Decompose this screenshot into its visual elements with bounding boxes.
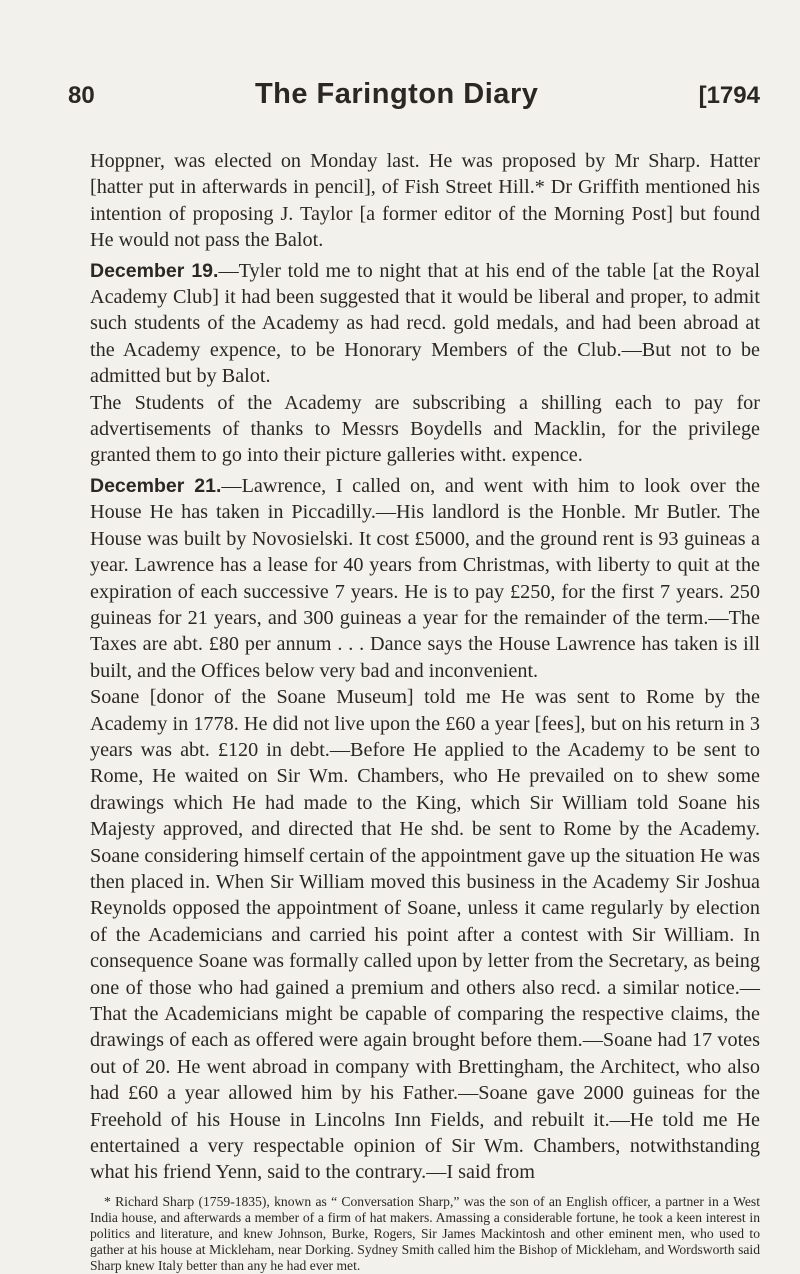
- running-header: [68, 78, 760, 118]
- entry-date: December 19.: [90, 259, 219, 282]
- entry-date: December 21.: [90, 474, 222, 497]
- paragraph-1: Hoppner, was elected on Monday last. He was proposed by Mr Sharp. Hatter [hatter put in afterwards in pencil], of Fish Street Hill.* Dr Griffith mentioned his intention of proposing J. Taylor [a former editor of the Morning Post] but found He would not pass the Balot.: [90, 150, 760, 252]
- entry-text: —Tyler told me to night that at his end of the table [at the Royal Academy Club] it had been suggested that it would be liberal and proper, to admit such students of the Academy as had recd. gold medals, and had been abroad at the Academy expence, to be Honorary Members of the Club.—But not to be admitted but by Balot.: [90, 259, 760, 388]
- book-page: [68, 78, 760, 1274]
- footnote: [90, 1194, 760, 1274]
- running-year: [1794: [698, 82, 760, 109]
- entry-text: —Lawrence, I called on, and went with him to look over the House He has taken in Piccadilly.—His landlord is the Honble. Mr Butler. The House was built by Novosielski. It cost £5000, and the ground rent is 93 guineas a year. Lawrence has a lease for 40 years from Christmas, with liberty to quit at the expiration of each successive 7 years. He is to pay £250, for the first 7 years. 250 guineas for 21 years, and 300 guineas a year for the remainder of the term.—The Taxes are abt. £80 per annum . . . Dance says the House Lawrence has taken is ill built, and the Offices below very bad and inconvenient.: [90, 474, 760, 682]
- running-title: The Farington Diary: [254, 78, 539, 110]
- page-number: 80: [68, 82, 95, 109]
- entry-december-21: [90, 473, 760, 684]
- entry-december-19: [90, 258, 760, 390]
- paragraph-5: Soane [donor of the Soane Museum] told me He was sent to Rome by the Academy in 1778. He did not live upon the £60 a year [fees], but on his return in 3 years was abt. £120 in debt.—Before He applied to the Academy to be sent to Rome, He waited on Sir Wm. Chambers, who He prevailed on to shew some drawings which He had made to the King, which Sir William told Soane his Majesty approved, and directed that He shd. be sent to Rome by the Academy. Soane considering himself certain of the appointment gave up the situation He was then placed in. When Sir William moved this business in the Academy Sir Joshua Reynolds opposed the appointment of Soane, unless it came regularly by election of the Academicians and carried his point after a contest with Sir William. In consequence Soane was formally called upon by letter from the Secretary, as being one of those who had gained a premium and others also recd. a similar notice.—That the Academicians might be capable of comparing the respective claims, the drawings of each as offered were again brought before them.—Soane had 17 votes out of 20. He went abroad in company with Brettingham, the Architect, who also had £60 a year allowed him by his Father.—Soane gave 2000 guineas for the Freehold of his House in Lincolns Inn Fields, and rebuilt it.—He told me He entertained a very respectable opinion of Sir Wm. Chambers, notwithstanding what his friend Yenn, said to the contrary.—I said from: [90, 686, 760, 1184]
- page-body: [90, 148, 760, 1186]
- footnote-text: * Richard Sharp (1759-1835), known as “ Conversation Sharp,” was the son of an English officer, a partner in a West India house, and afterwards a member of a firm of hat makers. Amassing a considerable fortune, he took a keen interest in politics and literature, and knew Johnson, Burke, Rogers, Sir James Mackintosh and other eminent men, who used to gather at his house at Mickleham, near Dorking. Sydney Smith called him the Bishop of Mickleham, and Wordsworth said Sharp knew Italy better than any he had ever met.: [90, 1193, 760, 1273]
- paragraph-3: The Students of the Academy are subscribing a shilling each to pay for advertisements of thanks to Messrs Boydells and Macklin, for the privilege granted them to go into their picture galleries witht. expence.: [90, 391, 760, 467]
